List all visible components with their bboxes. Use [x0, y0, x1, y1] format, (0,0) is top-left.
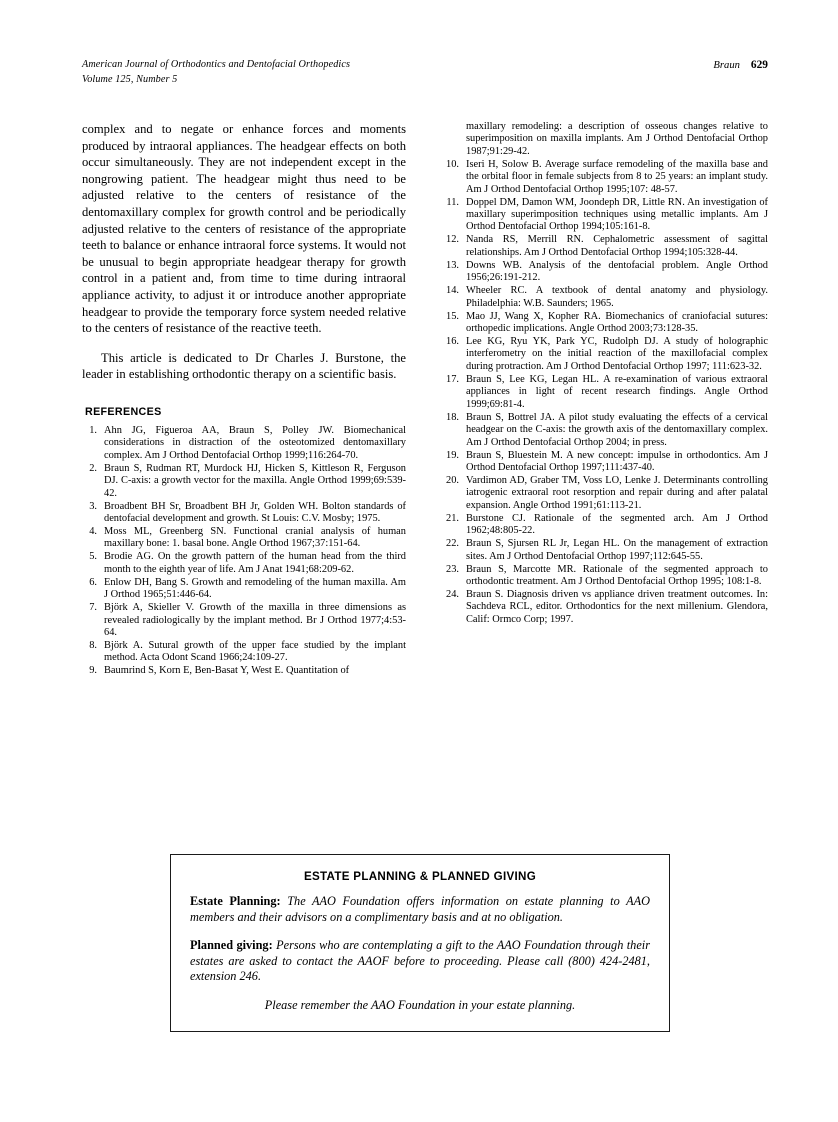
reference-item: [444, 412, 768, 449]
body-paragraph-2: This article is dedicated to Dr Charles J. Burstone, the leader in establishing orthodontic therapy on a scientific basis.: [82, 350, 406, 382]
notice-closing-line: Please remember the AAO Foundation in your estate planning.: [264, 997, 576, 1012]
running-head-author: Braun: [713, 60, 740, 71]
right-column: [444, 121, 768, 678]
reference-item: [82, 463, 406, 500]
reference-text: Braun S, Marcotte MR. Rationale of the segmented approach to orthodontic treatment. Am J Orthod Dentofacial Orthop 1995; 108:1-8.: [466, 563, 768, 587]
reference-number: 11.: [446, 196, 459, 208]
reference-list-right: [444, 159, 768, 626]
reference-text: Downs WB. Analysis of the dentofacial problem. Angle Orthod 1956;26:191-212.: [466, 259, 768, 284]
reference-number: 7.: [89, 602, 97, 614]
reference-text: Braun S, Sjursen RL Jr, Legan HL. On the management of extraction sites. Am J Orthod Dentofacial Orthop 1997;112:645-55.: [466, 538, 768, 562]
reference-number: 18.: [446, 411, 459, 423]
reference-list-left: [82, 425, 406, 678]
reference-item: [82, 526, 406, 551]
reference-number: 14.: [446, 285, 459, 297]
reference-text: Baumrind S, Korn E, Ben-Basat Y, West E. Quantitation of: [104, 665, 350, 677]
reference-item: [444, 589, 768, 626]
planned-giving-label: Planned giving:: [190, 938, 273, 953]
reference-number: 15.: [446, 310, 459, 322]
planned-giving-text: Persons who are contemplating a gift to the AAO Foundation through their estates are asked to contact the AAOF before to proceeding. Please call (800) 424-2481, extension 246.: [190, 938, 650, 984]
reference-item: [444, 197, 768, 234]
reference-item: [82, 665, 406, 677]
reference-number: 17.: [446, 373, 459, 385]
reference-item: [444, 450, 768, 475]
reference-number: 16.: [446, 336, 459, 348]
reference-item: [444, 538, 768, 563]
estate-planning-label: Estate Planning:: [190, 894, 281, 908]
reference-item: [82, 501, 406, 526]
reference-number: 6.: [89, 576, 97, 588]
reference-text: Braun S. Diagnosis driven vs appliance driven treatment outcomes. In: Sachdeva RCL, editor. Orthodontics for the next millenium. Glendora, Calif: Ormco Corp; 1997.: [466, 588, 768, 625]
reference-item: [82, 640, 406, 665]
journal-title: American Journal of Orthodontics and Dentofacial Orthopedics: [82, 59, 351, 70]
reference-text: Moss ML, Greenberg SN. Functional cranial analysis of human maxillary bone: 1. basal bone. Angle Orthod 1967;37:151-64.: [104, 525, 406, 550]
reference-text: Brodie AG. On the growth pattern of the human head from the third month to the eighth year of life. Am J Anat 1941;68:209-62.: [104, 551, 406, 575]
running-head-journal-block: [82, 58, 350, 87]
left-column: [82, 121, 406, 678]
reference-text: Lee KG, Ryu YK, Park YC, Rudolph DJ. A study of holographic interferometry on the initial reaction of the maxillofacial complex during protraction. Am J Orthod Dentofacial Orthop 1997; 111:623-32.: [466, 336, 768, 372]
reference-number: 3.: [89, 500, 97, 512]
reference-number: 24.: [446, 588, 459, 600]
reference-text: Doppel DM, Damon WM, Joondeph DR, Little RN. An investigation of maxillary superimposition techniques using metallic implants. Am J Orthod Dentofacial Orthop 1994;105:161-8.: [466, 196, 768, 233]
estate-planning-text: The AAO Foundation offers information on estate planning to AAO members and their advisors on a complimentary basis and at no obligation.: [190, 894, 650, 924]
reference-continuation: maxillary remodeling: a description of osseous changes relative to superimposition on maxilla implants. Am J Orthod Dentofacial Orthop 1987;91:29-42.: [466, 121, 768, 157]
reference-text: Wheeler RC. A textbook of dental anatomy and physiology. Philadelphia: W.B. Saunders; 1965.: [466, 285, 768, 309]
notice-paragraph-estate-planning: [190, 894, 650, 925]
reference-text: Iseri H, Solow B. Average surface remodeling of the maxilla base and the orbital floor in female subjects from 8 to 25 years: an implant study. Am J Orthod Dentofacial Orthop 1995;107: 48-57.: [466, 158, 768, 195]
reference-number: 8.: [89, 639, 97, 651]
reference-text: Nanda RS, Merrill RN. Cephalometric assessment of sagittal relationships. Am J Orthod Dentofacial Orthop 1994;105:328-44.: [466, 234, 768, 258]
reference-number: 12.: [446, 234, 459, 246]
reference-text: Björk A, Skieller V. Growth of the maxilla in three dimensions as revealed radiologically by the implant method. Br J Orthod 1977;4:53-64.: [104, 602, 406, 638]
reference-text: Braun S, Rudman RT, Murdock HJ, Hicken S, Kittleson R, Ferguson DJ. C-axis: a growth vector for the maxilla. Angle Orthod 1999;69:539-42.: [104, 462, 406, 499]
reference-number: 1.: [89, 424, 97, 436]
reference-number: 5.: [89, 551, 97, 563]
notice-title: ESTATE PLANNING & PLANNED GIVING: [303, 870, 537, 883]
reference-text: Braun S, Bluestein M. A new concept: impulse in orthodontics. Am J Orthod Dentofacial Orthop 1997;111:437-40.: [466, 449, 768, 473]
reference-item: [82, 602, 406, 639]
reference-number: 2.: [89, 462, 97, 474]
reference-item: [444, 234, 768, 259]
notice-paragraph-planned-giving: [190, 938, 650, 985]
reference-item: [444, 336, 768, 373]
reference-text: Mao JJ, Wang X, Kopher RA. Biomechanics of craniofacial sutures: orthopedic implications. Angle Orthod 2003;73:128-35.: [466, 310, 768, 335]
reference-number: 22.: [446, 538, 459, 550]
reference-number: 23.: [446, 563, 459, 575]
reference-item: [444, 374, 768, 411]
running-head-author-block: [713, 58, 768, 74]
reference-text: Vardimon AD, Graber TM, Voss LO, Lenke J. Determinants controlling iatrogenic extraoral root resorption and repair during and after palatal expansion. Angle Orthod 1991;61:113-21.: [466, 474, 768, 511]
reference-text: Burstone CJ. Rationale of the segmented arch. Am J Orthod 1962;48:805-22.: [466, 512, 768, 537]
reference-item: [82, 551, 406, 576]
running-head: [82, 58, 768, 87]
reference-item: [444, 564, 768, 589]
body-columns: [82, 121, 768, 678]
reference-item: [444, 159, 768, 196]
reference-number: 9.: [89, 665, 97, 677]
reference-number: 4.: [89, 525, 97, 537]
references-heading: REFERENCES: [85, 405, 162, 418]
reference-item: [82, 425, 406, 462]
reference-text: Braun S, Bottrel JA. A pilot study evaluating the effects of a cervical headgear on the C-axis: the growth axis of the dentomaxillary complex. Am J Orthod Dentofacial Orthop 2004; in press.: [466, 411, 768, 448]
reference-text: Ahn JG, Figueroa AA, Braun S, Polley JW. Biomechanical considerations in distraction of the osteotomized dentomaxillary complex. Am J Orthod Dentofacial Orthop 1999;116:264-70.: [104, 424, 406, 461]
reference-item: [82, 577, 406, 602]
reference-text: Björk A. Sutural growth of the upper face studied by the implant method. Acta Odont Scand 1966;24:109-27.: [104, 639, 406, 664]
reference-item: [444, 513, 768, 538]
reference-item: [444, 475, 768, 512]
reference-item: [444, 260, 768, 285]
reference-number: 21.: [446, 512, 459, 524]
reference-number: 13.: [446, 259, 459, 271]
reference-item: [444, 285, 768, 310]
body-paragraph-1: complex and to negate or enhance forces and moments produced by intraoral appliances. The headgear effects on both occur simultaneously. They are not independent except in the nongrowing patient. The headgear might thus need to be adjusted relative to the centers of resistance of the dentomaxillary complex for growth control and be periodically adjusted relative to the centers of resistance of the appropriate teeth to balance or enhance intraoral force systems. It would not be unusual to begin appropriate headgear therapy for growth control in a patient and, from time to time during intraoral appliance activity, to adjust it or introduce another appropriate headgear to provide the temporary force system needed relative to the centers of resistance of the reactive teeth.: [82, 122, 406, 336]
reference-text: Broadbent BH Sr, Broadbent BH Jr, Golden WH. Bolton standards of dentofacial development and growth. St Louis: C.V. Mosby; 1975.: [104, 500, 406, 524]
reference-number: 19.: [446, 449, 459, 461]
reference-item: [444, 311, 768, 336]
reference-number: 20.: [446, 474, 459, 486]
page-number: 629: [750, 59, 768, 71]
reference-text: Braun S, Lee KG, Legan HL. A re-examination of various extraoral appliances in light of recent research findings. Angle Orthod 1999;69:81-4.: [466, 373, 768, 410]
reference-text: Enlow DH, Bang S. Growth and remodeling of the human maxilla. Am J Orthod 1965;51:446-64.: [104, 576, 406, 601]
reference-number: 10.: [446, 158, 459, 170]
volume-issue: Volume 125, Number 5: [82, 73, 178, 85]
estate-planning-notice: [170, 854, 670, 1032]
